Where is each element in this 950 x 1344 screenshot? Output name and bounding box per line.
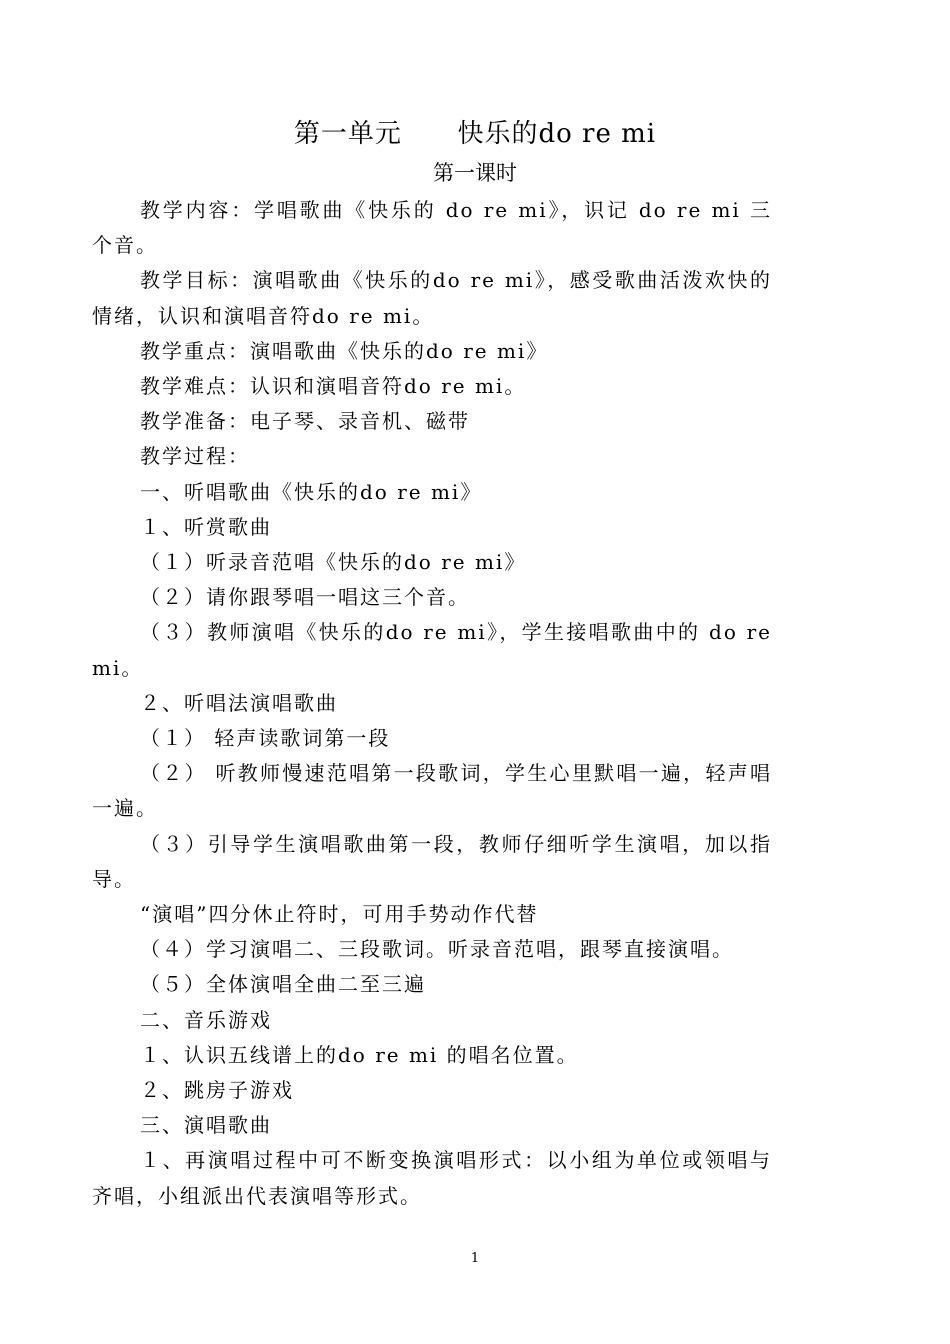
list-item: １、认识五线谱上的do re mi 的唱名位置。 bbox=[140, 1042, 579, 1067]
list-item: １、听赏歌曲 bbox=[140, 514, 272, 539]
list-item: （１）听录音范唱《快乐的do re mi》 bbox=[140, 550, 527, 575]
section-heading-2: 二、音乐游戏 bbox=[140, 1007, 272, 1032]
document-title: 第一单元 快乐的do re mi bbox=[293, 119, 657, 149]
list-item: “演唱”四分休止符时，可用手势动作代替 bbox=[140, 902, 539, 927]
paragraph-preparation: 教学准备：电子琴、录音机、磁带 bbox=[140, 409, 470, 434]
paragraph-content: 教学内容：学唱歌曲《快乐的 do re mi》，识记 do re mi 三个音。 bbox=[92, 198, 772, 258]
section-heading-1: 一、听唱歌曲《快乐的do re mi》 bbox=[140, 479, 483, 504]
list-item: （２） 听教师慢速范唱第一段歌词，学生心里默唱一遍，轻声唱一遍。 bbox=[92, 761, 772, 821]
list-item: （３）引导学生演唱歌曲第一段，教师仔细听学生演唱，加以指导。 bbox=[92, 831, 772, 891]
paragraph-difficulty: 教学难点：认识和演唱音符do re mi。 bbox=[140, 374, 527, 399]
document-subtitle: 第一课时 bbox=[433, 161, 517, 185]
list-item: （２）请你跟琴唱一唱这三个音。 bbox=[140, 585, 470, 610]
document-body bbox=[92, 193, 772, 1214]
list-item: （１） 轻声读歌词第一段 bbox=[140, 726, 391, 751]
paragraph-key-point: 教学重点：演唱歌曲《快乐的do re mi》 bbox=[140, 338, 549, 363]
section-heading-3: 三、演唱歌曲 bbox=[140, 1113, 272, 1138]
list-item: （５）全体演唱全曲二至三遍 bbox=[140, 972, 426, 997]
list-item: １、再演唱过程中可不断变换演唱形式：以小组为单位或领唱与齐唱，小组派出代表演唱等形式。 bbox=[92, 1148, 772, 1208]
list-item: （３）教师演唱《快乐的do re mi》，学生接唱歌曲中的 do re mi。 bbox=[92, 620, 772, 680]
page-number: 1 bbox=[470, 1251, 480, 1266]
list-item: ２、听唱法演唱歌曲 bbox=[140, 690, 338, 715]
paragraph-process: 教学过程： bbox=[140, 444, 250, 469]
paragraph-objective: 教学目标：演唱歌曲《快乐的do re mi》，感受歌曲活泼欢快的情绪，认识和演唱音符do re mi。 bbox=[92, 268, 772, 328]
list-item: （４）学习演唱二、三段歌词。听录音范唱，跟琴直接演唱。 bbox=[140, 937, 734, 962]
list-item: ２、跳房子游戏 bbox=[140, 1078, 294, 1103]
